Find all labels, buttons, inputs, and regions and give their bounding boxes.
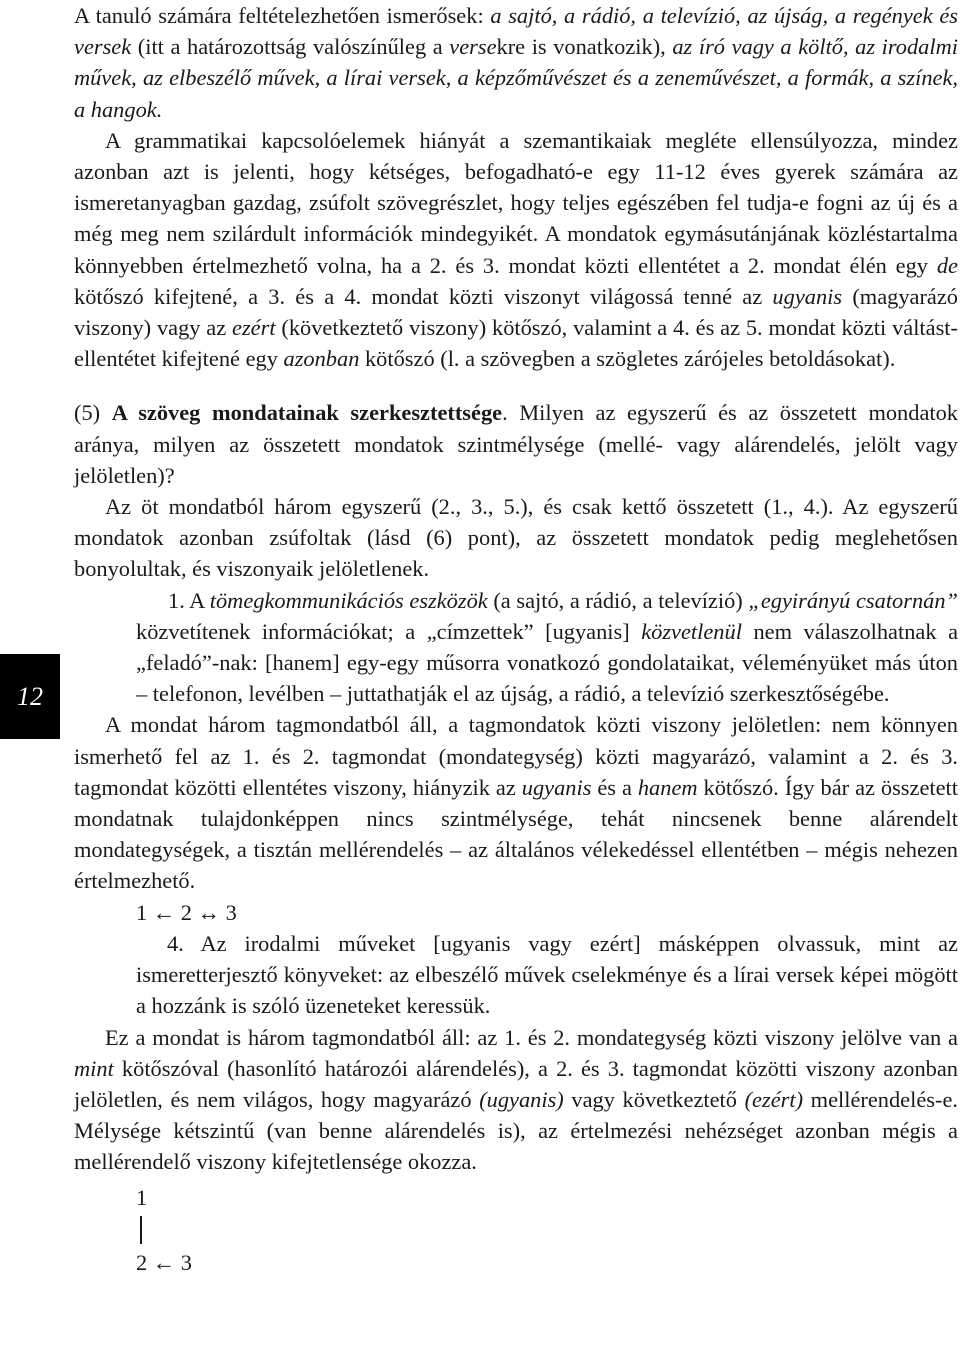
text: A mondat három tagmondatból áll, a tagmondatok közti viszony jelöletlen: nem könnyen ismerhető fel az 1. és 2. tagmondat (mondategység) közti magyarázó, valamint a 2. és 3. tagmondat közötti ellentétes viszony, hiányzik az — [74, 712, 958, 800]
text: közvetítenek információkat; a „címzettek” [ugyanis] — [136, 618, 642, 644]
page-number-tab — [0, 654, 60, 739]
section-number: (5) — [74, 400, 112, 426]
document-body — [74, 0, 958, 1278]
italic-text: verse — [449, 34, 497, 60]
text: kötőszó. Így bár az összetett mondatnak tulajdonképpen nincs szintmélysége, tehát nincsenek benne alárendelt mondategységek, a tisztán mellérendelés – az általános vélekedéssel ellentétben – mégis nehezen értelmezhető. — [74, 774, 958, 894]
paragraph-sentence-ratio — [74, 491, 958, 585]
text: kötőszóval (hasonlító határozói alárendelés), a 2. és 3. tagmondat közötti viszony azonban jelöletlen, és nem világos, hogy magyarázó — [74, 1055, 958, 1112]
text: (magyarázó viszony) vagy az — [74, 283, 958, 341]
italic-text: ezért — [232, 315, 276, 341]
italic-text: de — [936, 252, 958, 278]
page-number: 12 — [17, 681, 43, 711]
italic-text: a sajtó, a rádió, a televízió, az újság, a regények és versek — [74, 3, 958, 60]
text: Az öt mondatból három egyszerű (2., 3., 5.), és csak kettő összetett (1., 4.). Az egyszerű mondatok azonban zsúfoltak (lásd (6) pont), az összetett mondatok pedig meglehetősen bonyolultak, és viszonyaik jelöletlenek. — [74, 494, 958, 582]
text: (itt a határozottság valószínűleg a — [131, 34, 450, 60]
text: nem válaszolhatnak a „feladó”-nak: [hanem] egy-egy műsorra vonatkozó gondolataikat, véleményüket más úton – telefonon, levélben – juttathatják el az újság, a rádió, a televízió szerkesztőségébe. — [136, 618, 959, 707]
paragraph-analysis-4 — [74, 1022, 958, 1178]
relation-diagram-1 — [136, 897, 958, 928]
text: A grammatikai kapcsolóelemek hiányát a szemantikaiak megléte ellensúlyozza, mindez azonban azt is jelenti, hogy kétséges, befogadható-e egy 11-12 éves gyerek számára az ismeretanyagban gazdag, zsúfolt szövegrészlet, hogy teljes egészében fel tudja-e fogni az új és a még meg nem szilárdult információk mindegyikét. A mondatok egymásutánjának közléstartalma könnyebben értelmezhető volna, ha a 2. és 3. mondat közti ellentétet a 2. mondat élén egy — [74, 127, 958, 278]
text: mellérendelés-e. Mélysége kétszintű (van benne alárendelés is), az értelmezési nehézséget azonban mégis a mellérendelő viszony kifejtetlensége okozza. — [74, 1086, 958, 1175]
relation-formula: 1 ← 2 ↔ 3 — [136, 899, 237, 925]
section-heading: A szöveg mondatainak szerkesztettsége — [111, 400, 503, 426]
italic-text: hanem — [637, 774, 698, 800]
relation-diagram-2 — [136, 1182, 958, 1278]
italic-text: közvetlenül — [641, 618, 742, 644]
italic-text: azonban — [283, 346, 360, 372]
italic-text: (ugyanis) — [479, 1086, 564, 1112]
italic-text: (ezért) — [744, 1086, 804, 1112]
text: 4. Az irodalmi műveket [ugyanis vagy ezért] másképpen olvassuk, mint az ismeretterjesztő könyveket: az elbeszélő művek cselekménye és a lírai versek képei mögött a hozzánk is szóló üzeneteket keressük. — [136, 930, 958, 1019]
text: 1. A — [168, 587, 210, 613]
italic-text: mint — [74, 1055, 114, 1081]
text: és a — [591, 774, 638, 800]
text: kre is vonatkozik), — [496, 34, 673, 60]
diagram-top-node: 1 — [136, 1184, 148, 1210]
italic-text: az író vagy a költő, az irodalmi művek, az elbeszélő művek, a lírai versek, a képzőművészet és a zeneművészet, a formák, a színek, a hangok. — [74, 34, 958, 122]
section-5-heading-paragraph — [74, 397, 958, 491]
italic-text: „egyirányú csatornán” — [748, 587, 958, 613]
vertical-connector — [140, 1216, 142, 1244]
text: kötőszó kifejtené, a 3. és a 4. mondat közti viszonyt világossá tenné az — [74, 283, 773, 309]
text: (következtető viszony) kötőszó, valamint a 4. és az 5. mondat közti váltást-ellentétet kifejtené egy — [74, 315, 958, 372]
text: . Milyen az egyszerű és az összetett mondatok aránya, milyen az összetett mondatok szintmélysége (mellé- vagy alárendelés, jelölt vagy jelöletlen)? — [74, 400, 958, 488]
example-sentence-4 — [136, 928, 958, 1022]
text: (a sajtó, a rádió, a televízió) — [487, 587, 749, 613]
text: Ez a mondat is három tagmondatból áll: az 1. és 2. mondategység közti viszony jelölve van a — [105, 1024, 958, 1050]
italic-text: ugyanis — [772, 283, 843, 309]
text: kötőszó (l. a szövegben a szögletes zárójeles betoldásokat). — [359, 346, 896, 372]
text: vagy következtető — [563, 1086, 745, 1112]
paragraph-analysis-1 — [74, 709, 958, 896]
paragraph-intro — [74, 0, 958, 125]
italic-text: tömegkommunikációs eszközök — [209, 587, 488, 613]
diagram-bottom-nodes: 2 ← 3 — [136, 1249, 192, 1275]
italic-text: ugyanis — [521, 774, 592, 800]
paragraph-grammar — [74, 125, 958, 375]
text: A tanuló számára feltételezhetően ismerősek: — [74, 3, 491, 28]
example-sentence-1 — [136, 585, 958, 710]
